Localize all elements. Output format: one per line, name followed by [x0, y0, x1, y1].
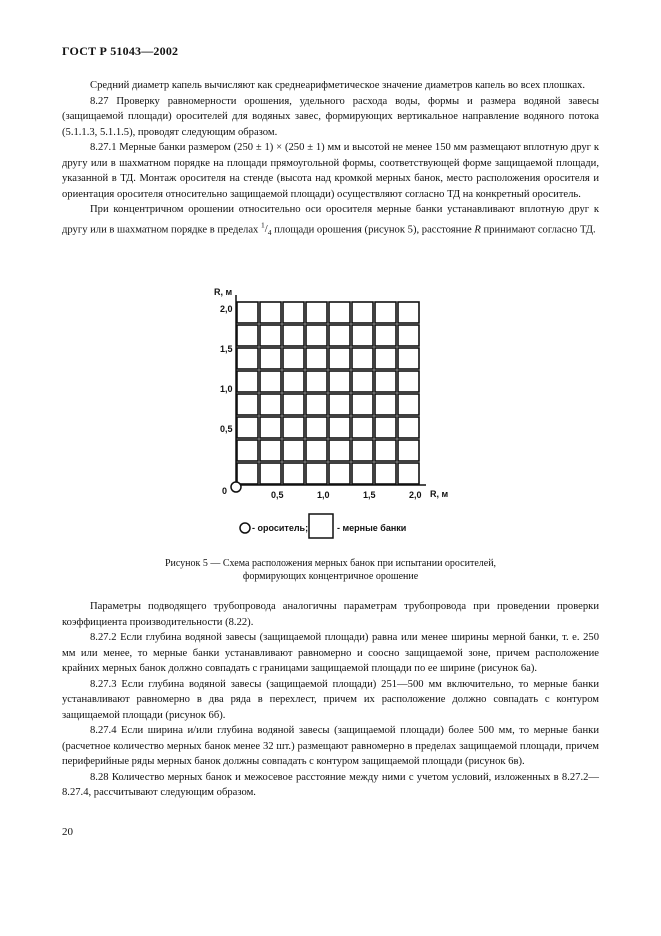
- paragraph-drop-diameter: Средний диаметр капель вычисляют как среднеарифметическое значение диаметров капель во всех плошках.: [90, 80, 586, 91]
- paragraph-8-27-1: 8.27.1 Мерные банки размером (250 ± 1) × (250 ± 1) мм и высотой не менее 150 мм размещают вплотную друг к другу или в шахматном порядке на площади прямоугольной формы, соответствующей форме защищаемой площади, указанной в ТД. Монтаж оросителя на стенде (высота над кромкой мерных банок, место расположения оросителя и ориентация оросителя относительно защищаемой площади) осуществляют согласно ТД на конкретный ороситель.: [62, 142, 599, 200]
- measuring-can: [398, 348, 419, 369]
- measuring-can: [329, 371, 350, 392]
- measuring-can: [306, 440, 327, 461]
- measuring-can: [283, 417, 304, 438]
- measuring-can: [283, 325, 304, 346]
- standard-header: ГОСТ Р 51043—2002: [62, 44, 179, 58]
- measuring-can: [260, 325, 281, 346]
- page-number: 20: [62, 826, 73, 838]
- paragraph-8-27-4: 8.27.4 Если ширина и/или глубина водяной завесы (защищаемой площади) более 500 мм, то мерные банки (расчетное количество мерных банок менее 32 шт.) размещают равномерно в пределах защищаемой площади, причем периферийные ряды мерных банок должны совпадать с контуром защищаемой площади (рисунок 6в).: [62, 725, 599, 767]
- legend-cans-label: - мерные банки: [337, 523, 407, 533]
- measuring-can: [237, 302, 258, 323]
- measuring-can: [375, 348, 396, 369]
- measuring-can: [329, 417, 350, 438]
- sprinkler-icon: [231, 482, 241, 492]
- paragraph-8-27-2: 8.27.2 Если глубина водяной завесы (защищаемой площади) равна или менее ширины мерной банки, т. е. 250 мм или менее, то мерные банки устанавливают равномерно и соосно защищаемой зоне, причем расположение крайних мерных банок должно совпадать с границами защищаемой площади по ее ширине (рисунок 6а).: [62, 632, 599, 674]
- measuring-can: [283, 302, 304, 323]
- concentric-text-a: При концентричном орошении относительно оси оросителя мерные банки устанавливают вплотную друг к другу или в шахматном порядке в пределах: [62, 204, 599, 236]
- measuring-can: [329, 463, 350, 484]
- measuring-can: [329, 394, 350, 415]
- measuring-can: [306, 325, 327, 346]
- radius-variable: R: [474, 224, 481, 236]
- measuring-can: [375, 394, 396, 415]
- x-tick-label: 2,0: [409, 490, 422, 500]
- measuring-can: [237, 440, 258, 461]
- y-axis-label: R, м: [214, 287, 233, 297]
- measuring-can: [237, 371, 258, 392]
- measuring-can: [260, 463, 281, 484]
- measuring-can: [352, 440, 373, 461]
- measuring-can: [260, 371, 281, 392]
- measuring-can: [375, 463, 396, 484]
- measuring-can: [398, 417, 419, 438]
- x-tick-label: 1,0: [317, 490, 330, 500]
- origin-label: 0: [222, 486, 228, 496]
- measuring-can: [306, 371, 327, 392]
- measuring-can: [260, 417, 281, 438]
- measuring-can: [352, 371, 373, 392]
- measuring-cans-grid: [237, 302, 419, 484]
- measuring-can: [352, 463, 373, 484]
- paragraph-concentric: [62, 202, 599, 241]
- measuring-can: [398, 463, 419, 484]
- measuring-can: [306, 463, 327, 484]
- measuring-can: [352, 348, 373, 369]
- measuring-can: [398, 394, 419, 415]
- measuring-can: [283, 348, 304, 369]
- measuring-can: [329, 348, 350, 369]
- measuring-can: [398, 440, 419, 461]
- measuring-can: [237, 348, 258, 369]
- measuring-can: [375, 325, 396, 346]
- measuring-can: [283, 463, 304, 484]
- measuring-can: [329, 325, 350, 346]
- paragraph-pipeline: Параметры подводящего трубопровода аналогичны параметрам трубопровода при проведении проверки коэффициента производительности (8.22).: [62, 601, 599, 628]
- measuring-can: [375, 302, 396, 323]
- x-tick-label: 1,5: [363, 490, 376, 500]
- paragraph-8-27: 8.27 Проверку равномерности орошения, удельного расхода воды, формы и размера водяной завесы (защищаемой площади) оросителей для водяных завес, формирующих вертикальное направление водяного потока (5.1.1.3, 5.1.1.5), проводят следующим образом.: [62, 95, 599, 138]
- measuring-can: [260, 302, 281, 323]
- measuring-can: [306, 348, 327, 369]
- paragraph-8-27-3: 8.27.3 Если глубина водяной завесы (защищаемой площади) 251—500 мм включительно, то мерные банки устанавливают равномерно в два ряда в перехлест, причем их расположение должно совпадать с контуром защищаемой площади (рисунок 6б).: [62, 678, 599, 721]
- can-layout-diagram: [0, 285, 661, 550]
- measuring-can: [283, 394, 304, 415]
- measuring-can: [283, 440, 304, 461]
- y-tick-label: 1,5: [220, 344, 233, 354]
- measuring-can: [237, 325, 258, 346]
- measuring-can: [306, 394, 327, 415]
- caption-line-2: формирующих концентричное орошение: [242, 571, 419, 582]
- caption-line-1: Рисунок 5 — Схема расположения мерных банок при испытании оросителей,: [164, 558, 497, 569]
- x-axis-label: R, м: [430, 489, 449, 499]
- measuring-can: [306, 302, 327, 323]
- measuring-can: [237, 463, 258, 484]
- measuring-can: [260, 440, 281, 461]
- measuring-can: [283, 371, 304, 392]
- legend-sprinkler-label: - ороситель;: [252, 523, 309, 533]
- x-tick-label: 0,5: [271, 490, 284, 500]
- paragraph-8-28: 8.28 Количество мерных банок и межосевое расстояние между ними с учетом условий, изложенных в 8.27.2—8.27.4, рассчитывают следующим образом.: [62, 771, 599, 798]
- legend-can-icon: [309, 514, 333, 538]
- measuring-can: [352, 302, 373, 323]
- fraction-numerator: 1: [261, 220, 265, 230]
- concentric-text-b: площади орошения (рисунок 5), расстояние: [274, 224, 472, 236]
- measuring-can: [237, 394, 258, 415]
- y-tick-label: 0,5: [220, 424, 233, 434]
- measuring-can: [352, 394, 373, 415]
- measuring-can: [237, 417, 258, 438]
- figure-5: [0, 285, 661, 550]
- measuring-can: [375, 371, 396, 392]
- quarter-fraction: $^1/_4$: [261, 220, 272, 238]
- measuring-can: [352, 325, 373, 346]
- measuring-can: [375, 440, 396, 461]
- measuring-can: [398, 371, 419, 392]
- bottom-text-block: [62, 599, 599, 801]
- measuring-can: [260, 348, 281, 369]
- y-tick-label: 2,0: [220, 304, 233, 314]
- measuring-can: [375, 417, 396, 438]
- measuring-can: [352, 417, 373, 438]
- legend-sprinkler-icon: [240, 523, 250, 533]
- measuring-can: [260, 394, 281, 415]
- measuring-can: [329, 440, 350, 461]
- measuring-can: [398, 325, 419, 346]
- fraction-denominator: 4: [267, 228, 272, 238]
- measuring-can: [306, 417, 327, 438]
- top-text-block: [62, 78, 599, 241]
- measuring-can: [398, 302, 419, 323]
- measuring-can: [329, 302, 350, 323]
- concentric-text-c: принимают согласно ТД.: [483, 224, 596, 236]
- y-tick-label: 1,0: [220, 384, 233, 394]
- figure-caption: [0, 557, 661, 583]
